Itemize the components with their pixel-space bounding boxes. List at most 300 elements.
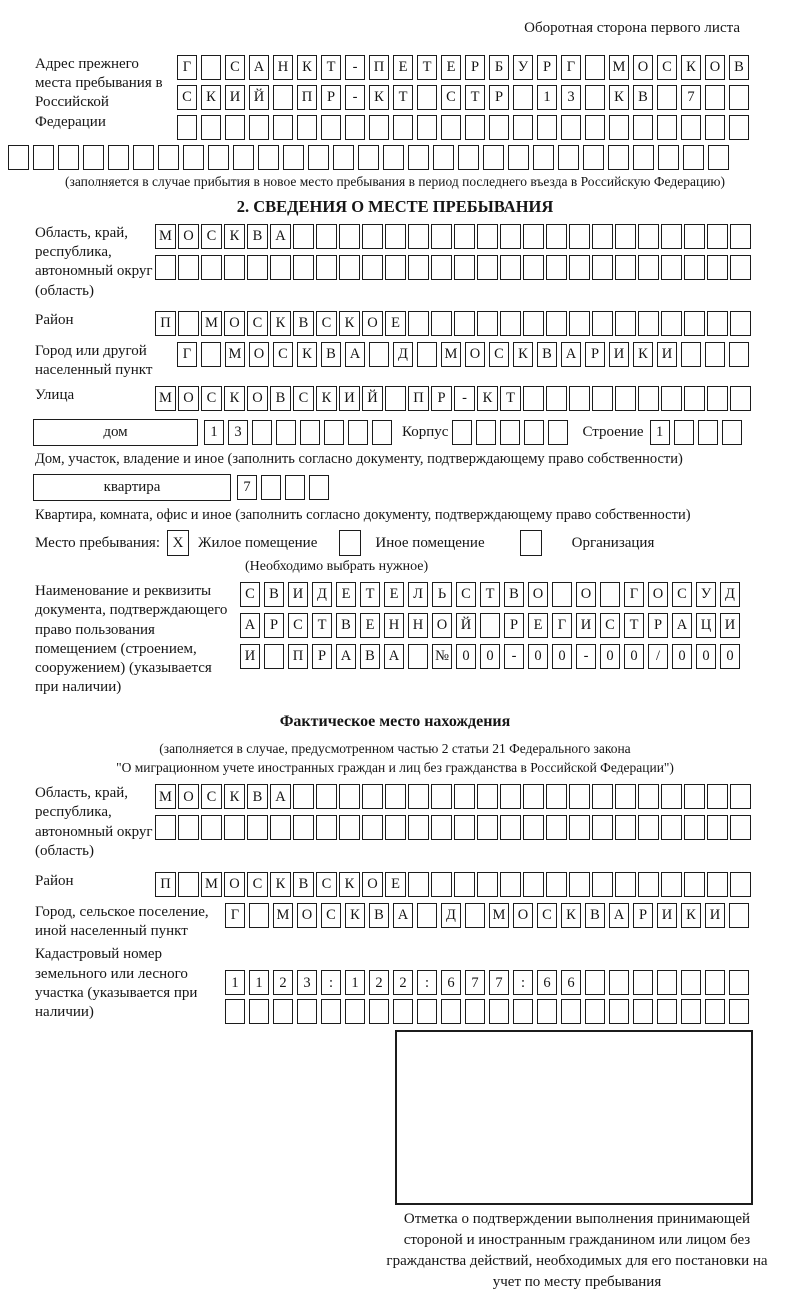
char-cell: Т: [465, 85, 485, 110]
char-cell: К: [270, 311, 291, 336]
char-cell: [225, 999, 245, 1024]
char-cell: [155, 815, 176, 840]
char-cell: [523, 255, 544, 280]
char-cell: [417, 342, 437, 367]
char-cell: [684, 224, 705, 249]
house-row: [33, 419, 755, 446]
char-cell: К: [369, 85, 389, 110]
char-cell: К: [339, 872, 360, 897]
previous-address-row-2: [177, 85, 749, 110]
char-cell: [489, 115, 509, 140]
char-cell: [730, 872, 751, 897]
char-cell: [285, 475, 305, 500]
char-cell: [477, 255, 498, 280]
char-cell: [316, 784, 337, 809]
char-cell: [225, 115, 245, 140]
char-cell: [483, 145, 504, 170]
char-cell: -: [345, 55, 365, 80]
char-cell: [661, 815, 682, 840]
char-cell: [730, 386, 751, 411]
char-cell: [537, 115, 557, 140]
actual-district-label: Район: [35, 873, 74, 889]
char-cell: Й: [362, 386, 383, 411]
char-cell: 1: [537, 85, 557, 110]
char-cell: Р: [585, 342, 605, 367]
district-label: Район: [35, 311, 74, 328]
char-cell: [707, 311, 728, 336]
char-cell: С: [441, 85, 461, 110]
char-cell: [681, 342, 701, 367]
char-cell: [108, 145, 129, 170]
char-cell: С: [273, 342, 293, 367]
char-cell: [316, 255, 337, 280]
char-cell: [393, 115, 413, 140]
char-cell: [661, 386, 682, 411]
char-cell: [465, 115, 485, 140]
char-cell: [730, 311, 751, 336]
char-cell: Р: [504, 613, 524, 638]
char-cell: [201, 342, 221, 367]
char-cell: О: [297, 903, 317, 928]
char-cell: Т: [624, 613, 644, 638]
char-cell: [523, 872, 544, 897]
char-cell: К: [633, 342, 653, 367]
char-cell: С: [293, 386, 314, 411]
char-cell: [155, 255, 176, 280]
char-cell: [548, 420, 568, 445]
char-cell: [393, 999, 413, 1024]
char-cell: У: [513, 55, 533, 80]
char-cell: 0: [696, 644, 716, 669]
char-cell: [408, 145, 429, 170]
char-cell: С: [316, 872, 337, 897]
other-premises-checkbox: [339, 530, 361, 556]
confirmation-stamp-box: [395, 1030, 753, 1205]
char-cell: [276, 420, 296, 445]
char-cell: Д: [312, 582, 332, 607]
char-cell: [569, 255, 590, 280]
char-cell: [385, 386, 406, 411]
char-cell: Б: [489, 55, 509, 80]
char-cell: П: [155, 311, 176, 336]
stroenie-cells: [650, 420, 742, 445]
char-cell: Н: [384, 613, 404, 638]
char-cell: [705, 342, 725, 367]
section2-title: 2. СВЕДЕНИЯ О МЕСТЕ ПРЕБЫВАНИЯ: [236, 197, 554, 216]
char-cell: [513, 115, 533, 140]
char-cell: [408, 311, 429, 336]
char-cell: [508, 145, 529, 170]
char-cell: [362, 784, 383, 809]
char-cell: М: [155, 386, 176, 411]
char-cell: 2: [393, 970, 413, 995]
char-cell: [293, 224, 314, 249]
char-cell: [383, 145, 404, 170]
city-row: [177, 342, 749, 367]
house-box: дом: [33, 419, 198, 446]
char-cell: [615, 784, 636, 809]
char-cell: [345, 115, 365, 140]
char-cell: [297, 115, 317, 140]
char-cell: О: [362, 311, 383, 336]
char-cell: [707, 784, 728, 809]
actual-region-block: [35, 784, 755, 861]
char-cell: [638, 311, 659, 336]
char-cell: [730, 224, 751, 249]
char-cell: [684, 386, 705, 411]
char-cell: [569, 311, 590, 336]
char-cell: [339, 815, 360, 840]
char-cell: [369, 342, 389, 367]
char-cell: [609, 999, 629, 1024]
apartment-row: [33, 474, 755, 501]
char-cell: [454, 872, 475, 897]
char-cell: В: [293, 872, 314, 897]
char-cell: 3: [561, 85, 581, 110]
actual-region-row-1: [155, 784, 751, 809]
char-cell: [500, 311, 521, 336]
street-row: [155, 386, 751, 411]
char-cell: [362, 255, 383, 280]
char-cell: В: [336, 613, 356, 638]
residential-label: Жилое помещение: [198, 534, 318, 551]
char-cell: 1: [345, 970, 365, 995]
char-cell: [705, 970, 725, 995]
char-cell: [638, 872, 659, 897]
char-cell: [316, 224, 337, 249]
char-cell: И: [720, 613, 740, 638]
char-cell: [638, 386, 659, 411]
char-cell: О: [633, 55, 653, 80]
char-cell: [698, 420, 718, 445]
char-cell: [657, 85, 677, 110]
char-cell: К: [270, 872, 291, 897]
char-cell: :: [513, 970, 533, 995]
char-cell: [707, 872, 728, 897]
char-cell: [537, 999, 557, 1024]
char-cell: [201, 255, 222, 280]
char-cell: П: [369, 55, 389, 80]
char-cell: К: [224, 224, 245, 249]
char-cell: К: [297, 55, 317, 80]
char-cell: [348, 420, 368, 445]
char-cell: [454, 311, 475, 336]
char-cell: 2: [273, 970, 293, 995]
char-cell: Е: [385, 311, 406, 336]
char-cell: [454, 255, 475, 280]
char-cell: [224, 815, 245, 840]
char-cell: О: [432, 613, 452, 638]
char-cell: Р: [633, 903, 653, 928]
char-cell: 7: [489, 970, 509, 995]
char-cell: [477, 815, 498, 840]
residential-checkbox: X: [167, 530, 189, 556]
char-cell: [729, 85, 749, 110]
char-cell: [615, 224, 636, 249]
char-cell: [465, 999, 485, 1024]
char-cell: [729, 903, 749, 928]
char-cell: [431, 784, 452, 809]
confirmation-stamp-caption: Отметка о подтверждении выполнения принимающей стороной и иностранным гражданином или лицом без гражданства действий, необходимых для его постановки на учет по месту пребывания: [386, 1211, 768, 1291]
char-cell: А: [609, 903, 629, 928]
char-cell: [480, 613, 500, 638]
char-cell: [454, 784, 475, 809]
apartment-caption: Квартира, комната, офис и иное (заполнить согласно документу, подтверждающему право собственности): [35, 507, 691, 524]
char-cell: Л: [408, 582, 428, 607]
char-cell: [615, 386, 636, 411]
char-cell: В: [369, 903, 389, 928]
actual-district-block: [35, 872, 755, 897]
char-cell: [500, 784, 521, 809]
char-cell: [546, 386, 567, 411]
char-cell: [201, 115, 221, 140]
char-cell: [500, 224, 521, 249]
char-cell: [705, 115, 725, 140]
char-cell: М: [225, 342, 245, 367]
char-cell: [249, 999, 269, 1024]
char-cell: Й: [249, 85, 269, 110]
char-cell: 3: [228, 420, 248, 445]
house-caption: Дом, участок, владение и иное (заполнить согласно документу, подтверждающему право собственности): [35, 451, 683, 468]
char-cell: [552, 582, 572, 607]
char-cell: И: [288, 582, 308, 607]
char-cell: К: [513, 342, 533, 367]
korpus-cells: [452, 420, 568, 445]
char-cell: [592, 255, 613, 280]
char-cell: [533, 145, 554, 170]
stay-place-label: Место пребывания:: [35, 534, 160, 551]
char-cell: [465, 903, 485, 928]
char-cell: Е: [528, 613, 548, 638]
region-row-1: [155, 224, 751, 249]
char-cell: [569, 815, 590, 840]
char-cell: К: [561, 903, 581, 928]
char-cell: О: [224, 872, 245, 897]
char-cell: [707, 255, 728, 280]
document-label: Наименование и реквизиты документа, подтверждающего право пользования помещением (строением, сооружением) (указывается при наличии): [35, 583, 228, 696]
char-cell: [201, 815, 222, 840]
char-cell: [681, 970, 701, 995]
apartment-box: квартира: [33, 474, 231, 501]
char-cell: [633, 115, 653, 140]
char-cell: [705, 999, 725, 1024]
char-cell: А: [384, 644, 404, 669]
char-cell: О: [178, 386, 199, 411]
char-cell: [339, 224, 360, 249]
char-cell: 0: [552, 644, 572, 669]
actual-city-label: Город, сельское поселение, иной населенный пункт: [35, 904, 209, 940]
char-cell: [408, 815, 429, 840]
char-cell: [431, 224, 452, 249]
char-cell: [477, 224, 498, 249]
cadastre-row-1: [225, 970, 749, 995]
char-cell: С: [489, 342, 509, 367]
previous-address-block: [35, 55, 755, 140]
char-cell: О: [576, 582, 596, 607]
char-cell: [500, 815, 521, 840]
char-cell: Н: [273, 55, 293, 80]
char-cell: С: [201, 224, 222, 249]
char-cell: И: [240, 644, 260, 669]
char-cell: М: [441, 342, 461, 367]
char-cell: [316, 815, 337, 840]
char-cell: [585, 970, 605, 995]
char-cell: [133, 145, 154, 170]
char-cell: Т: [480, 582, 500, 607]
char-cell: Д: [393, 342, 413, 367]
previous-address-row-3: [177, 115, 749, 140]
cadastre-block: [35, 945, 755, 1024]
actual-region-label: Область, край, республика, автономный округ (область): [35, 785, 153, 859]
char-cell: [523, 386, 544, 411]
char-cell: [408, 644, 428, 669]
char-cell: 0: [528, 644, 548, 669]
char-cell: [293, 815, 314, 840]
char-cell: М: [273, 903, 293, 928]
char-cell: 1: [249, 970, 269, 995]
actual-location-title: Фактическое место нахождения: [279, 713, 511, 731]
char-cell: М: [201, 311, 222, 336]
char-cell: [83, 145, 104, 170]
char-cell: [224, 255, 245, 280]
char-cell: Г: [561, 55, 581, 80]
char-cell: [208, 145, 229, 170]
char-cell: [592, 872, 613, 897]
previous-address-label: Адрес прежнего места пребывания в Российской Федерации: [35, 56, 163, 130]
char-cell: [684, 872, 705, 897]
char-cell: [592, 224, 613, 249]
char-cell: [458, 145, 479, 170]
char-cell: С: [201, 386, 222, 411]
document-block: [35, 582, 755, 697]
char-cell: [431, 815, 452, 840]
char-cell: [431, 872, 452, 897]
char-cell: [431, 255, 452, 280]
char-cell: Р: [465, 55, 485, 80]
char-cell: :: [321, 970, 341, 995]
char-cell: [273, 115, 293, 140]
char-cell: [201, 55, 221, 80]
char-cell: [569, 224, 590, 249]
char-cell: [513, 999, 533, 1024]
char-cell: [454, 224, 475, 249]
char-cell: Т: [360, 582, 380, 607]
char-cell: 0: [456, 644, 476, 669]
region-label: Область, край, республика, автономный округ (область): [35, 225, 153, 299]
char-cell: Т: [312, 613, 332, 638]
char-cell: О: [362, 872, 383, 897]
char-cell: М: [609, 55, 629, 80]
char-cell: Р: [537, 55, 557, 80]
char-cell: [431, 311, 452, 336]
char-cell: [297, 999, 317, 1024]
region-row-2: [155, 255, 751, 280]
char-cell: [476, 420, 496, 445]
actual-location-note-1: (заполняется в случае, предусмотренном частью 2 статьи 21 Федерального закона: [159, 741, 631, 757]
char-cell: Р: [321, 85, 341, 110]
char-cell: [183, 145, 204, 170]
char-cell: В: [729, 55, 749, 80]
char-cell: [684, 311, 705, 336]
char-cell: [441, 115, 461, 140]
char-cell: К: [297, 342, 317, 367]
char-cell: [722, 420, 742, 445]
char-cell: С: [672, 582, 692, 607]
street-block: [35, 386, 755, 411]
char-cell: [441, 999, 461, 1024]
char-cell: К: [681, 903, 701, 928]
char-cell: [561, 999, 581, 1024]
char-cell: 1: [225, 970, 245, 995]
char-cell: [585, 115, 605, 140]
char-cell: С: [537, 903, 557, 928]
char-cell: -: [454, 386, 475, 411]
char-cell: [729, 970, 749, 995]
char-cell: -: [576, 644, 596, 669]
char-cell: [707, 815, 728, 840]
char-cell: С: [657, 55, 677, 80]
char-cell: И: [339, 386, 360, 411]
char-cell: Ц: [696, 613, 716, 638]
char-cell: О: [249, 342, 269, 367]
previous-address-note: (заполняется в случае прибытия в новое место пребывания в период последнего въезда в Российскую Федерацию): [64, 174, 726, 189]
char-cell: [561, 115, 581, 140]
char-cell: Р: [264, 613, 284, 638]
actual-region-row-2: [155, 815, 751, 840]
char-cell: [362, 224, 383, 249]
char-cell: [178, 872, 199, 897]
char-cell: -: [345, 85, 365, 110]
char-cell: Г: [177, 55, 197, 80]
char-cell: Е: [393, 55, 413, 80]
char-cell: И: [225, 85, 245, 110]
document-row-1: [240, 582, 740, 607]
char-cell: [500, 420, 520, 445]
char-cell: О: [705, 55, 725, 80]
char-cell: Р: [489, 85, 509, 110]
char-cell: С: [600, 613, 620, 638]
char-cell: №: [432, 644, 452, 669]
char-cell: [661, 255, 682, 280]
char-cell: А: [270, 224, 291, 249]
char-cell: Г: [177, 342, 197, 367]
char-cell: 0: [480, 644, 500, 669]
char-cell: [681, 115, 701, 140]
char-cell: В: [360, 644, 380, 669]
char-cell: [638, 255, 659, 280]
char-cell: [615, 255, 636, 280]
char-cell: [615, 815, 636, 840]
char-cell: [730, 815, 751, 840]
char-cell: [730, 784, 751, 809]
char-cell: В: [537, 342, 557, 367]
district-row: [155, 311, 751, 336]
char-cell: [546, 815, 567, 840]
char-cell: А: [393, 903, 413, 928]
char-cell: [385, 224, 406, 249]
char-cell: [600, 582, 620, 607]
char-cell: [324, 420, 344, 445]
cadastre-row-2: [225, 999, 749, 1024]
char-cell: К: [609, 85, 629, 110]
char-cell: [178, 311, 199, 336]
char-cell: Г: [552, 613, 572, 638]
char-cell: А: [672, 613, 692, 638]
char-cell: [308, 145, 329, 170]
char-cell: Ь: [432, 582, 452, 607]
char-cell: [477, 784, 498, 809]
other-premises-label: Иное помещение: [375, 534, 485, 551]
